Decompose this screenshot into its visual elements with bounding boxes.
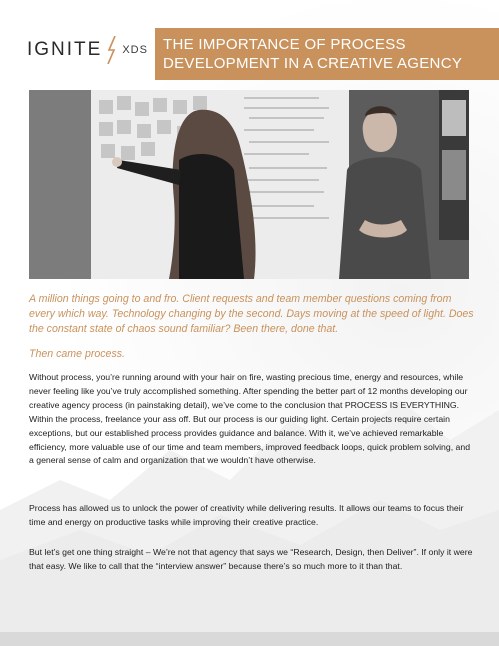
lightning-slash-icon [105,36,119,64]
hero-photo [29,90,469,279]
whiteboard-meeting-image [29,90,469,279]
body-paragraph-3: But let’s get one thing straight – We’re not that agency that says we “Research, Design, then Deliver”. If only it were that easy. We like to call that the “interview answer” because there’s so much more to it than that. [29,547,473,571]
body-paragraph-2: Process has allowed us to unlock the power of creativity while delivering results. It allows our teams to focus their time and energy on productive tasks while improving their creative practice. [29,503,464,527]
ignite-xds-logo [27,38,148,62]
footer-bar [0,632,499,646]
logo-brand: IGNITE [27,39,103,60]
intro-paragraph: A million things going to and fro. Client requests and team member questions coming from every which way. Technology changing by the second. Days moving at the speed of light. Does the constant state of chaos sound familiar? Been there, done that. [29,293,474,336]
page-title: THE IMPORTANCE OF PROCESS DEVELOPMENT IN A CREATIVE AGENCY [163,36,463,72]
title-banner [155,28,499,80]
intro-tagline: Then came process. [29,348,125,360]
logo-sub: XDS [122,44,148,56]
body-paragraph-1: Without process, you’re running around with your hair on fire, wasting precious time, energy and resources, while never feeling like you’ve truly accomplished something. After spending the better part of 12 months developing our creative agency process (in painstaking detail), we’ve come to the conclusion that PROCESS IS EVERYTHING. Within the process, freelance your ass off. But our process is our guiding light. Certain projects require certain exceptions, but our established process provides guidance and balance. With it, we’ve achieved remarkable efficiency, more valuable use of our time and team members, improved feedback loops, quick problem solving, and a general sense of calm and organization that we wouldn’t have otherwise. [29,372,471,466]
